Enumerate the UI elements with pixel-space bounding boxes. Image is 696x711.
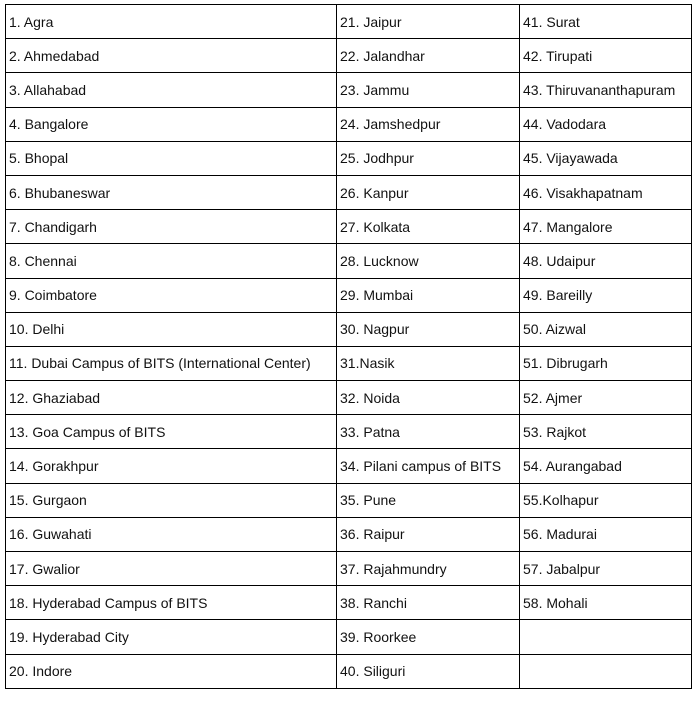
table-cell[interactable]: 49. Bareilly (520, 278, 692, 312)
table-cell[interactable]: 25. Jodhpur (337, 141, 520, 175)
table-cell[interactable]: 36. Raipur (337, 517, 520, 551)
table-cell[interactable]: 50. Aizwal (520, 312, 692, 346)
table-cell[interactable]: 30. Nagpur (337, 312, 520, 346)
table-cell[interactable]: 9. Coimbatore (6, 278, 337, 312)
table-cell[interactable]: 33. Patna (337, 415, 520, 449)
table-cell[interactable]: 27. Kolkata (337, 210, 520, 244)
table-cell[interactable]: 18. Hyderabad Campus of BITS (6, 586, 337, 620)
table-cell[interactable]: 44. Vadodara (520, 107, 692, 141)
table-row (6, 654, 692, 688)
table-cell[interactable]: 34. Pilani campus of BITS (337, 449, 520, 483)
table-cell[interactable]: 47. Mangalore (520, 210, 692, 244)
table-cell[interactable]: 45. Vijayawada (520, 141, 692, 175)
table-cell[interactable]: 56. Madurai (520, 517, 692, 551)
table-row (6, 449, 692, 483)
table-row (6, 73, 692, 107)
table-cell[interactable]: 21. Jaipur (337, 5, 520, 39)
table-row (6, 244, 692, 278)
table-cell[interactable]: 16. Guwahati (6, 517, 337, 551)
table-row (6, 346, 692, 380)
table-cell[interactable]: 31.Nasik (337, 346, 520, 380)
table-row (6, 141, 692, 175)
table-row (6, 175, 692, 209)
table-cell[interactable]: 23. Jammu (337, 73, 520, 107)
table-row (6, 210, 692, 244)
table-cell[interactable]: 12. Ghaziabad (6, 381, 337, 415)
table-cell[interactable]: 19. Hyderabad City (6, 620, 337, 654)
table-cell[interactable]: 10. Delhi (6, 312, 337, 346)
table-row (6, 517, 692, 551)
table-row (6, 39, 692, 73)
table-row (6, 381, 692, 415)
table-cell[interactable]: 58. Mohali (520, 586, 692, 620)
table-cell[interactable]: 35. Pune (337, 483, 520, 517)
table-cell[interactable]: 32. Noida (337, 381, 520, 415)
table-row (6, 312, 692, 346)
table-cell[interactable]: 40. Siliguri (337, 654, 520, 688)
table-cell[interactable]: 53. Rajkot (520, 415, 692, 449)
table-cell[interactable]: 54. Aurangabad (520, 449, 692, 483)
table-cell[interactable]: 7. Chandigarh (6, 210, 337, 244)
table-cell[interactable] (520, 654, 692, 688)
table-cell[interactable]: 11. Dubai Campus of BITS (International Center) (6, 346, 337, 380)
table-cell[interactable]: 26. Kanpur (337, 175, 520, 209)
table-cell[interactable]: 13. Goa Campus of BITS (6, 415, 337, 449)
table-row (6, 552, 692, 586)
table-cell[interactable]: 55.Kolhapur (520, 483, 692, 517)
table-cell[interactable]: 57. Jabalpur (520, 552, 692, 586)
table-cell[interactable]: 48. Udaipur (520, 244, 692, 278)
table-cell[interactable]: 52. Ajmer (520, 381, 692, 415)
table-cell[interactable]: 42. Tirupati (520, 39, 692, 73)
table-cell[interactable]: 37. Rajahmundry (337, 552, 520, 586)
table-cell[interactable]: 3. Allahabad (6, 73, 337, 107)
city-table-container (5, 4, 692, 689)
table-cell[interactable]: 22. Jalandhar (337, 39, 520, 73)
city-table-body (6, 5, 692, 689)
table-cell[interactable]: 29. Mumbai (337, 278, 520, 312)
table-cell[interactable]: 46. Visakhapatnam (520, 175, 692, 209)
table-cell[interactable]: 14. Gorakhpur (6, 449, 337, 483)
table-cell[interactable]: 5. Bhopal (6, 141, 337, 175)
table-cell[interactable]: 6. Bhubaneswar (6, 175, 337, 209)
table-row (6, 278, 692, 312)
table-row (6, 620, 692, 654)
table-cell[interactable]: 51. Dibrugarh (520, 346, 692, 380)
table-cell[interactable]: 17. Gwalior (6, 552, 337, 586)
table-row (6, 586, 692, 620)
table-cell[interactable]: 15. Gurgaon (6, 483, 337, 517)
table-cell[interactable]: 8. Chennai (6, 244, 337, 278)
table-cell[interactable]: 1. Agra (6, 5, 337, 39)
table-cell[interactable]: 41. Surat (520, 5, 692, 39)
table-cell[interactable]: 4. Bangalore (6, 107, 337, 141)
table-row (6, 483, 692, 517)
table-cell[interactable]: 28. Lucknow (337, 244, 520, 278)
table-row (6, 107, 692, 141)
table-cell[interactable]: 2. Ahmedabad (6, 39, 337, 73)
city-table (5, 4, 692, 689)
table-row (6, 415, 692, 449)
table-cell[interactable]: 20. Indore (6, 654, 337, 688)
table-cell[interactable]: 24. Jamshedpur (337, 107, 520, 141)
table-cell[interactable]: 43. Thiruvananthapuram (520, 73, 692, 107)
table-cell[interactable]: 38. Ranchi (337, 586, 520, 620)
table-cell[interactable]: 39. Roorkee (337, 620, 520, 654)
table-cell[interactable] (520, 620, 692, 654)
table-row (6, 5, 692, 39)
